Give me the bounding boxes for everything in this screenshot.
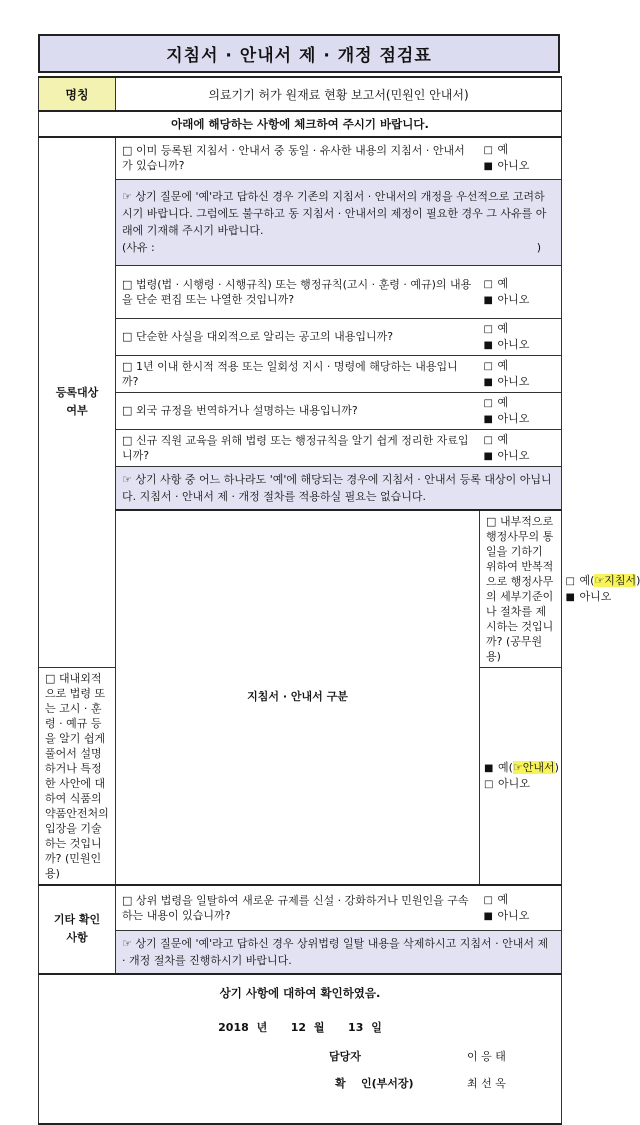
note-text: ☞ 상기 질문에 '예'라고 답하신 경우 기존의 지침서 · 안내서의 개정을 우선적으로 고려하시기 바랍니다. 그럼에도 불구하고 동 지침서 · 안내서의 제정이 필요한 경우 그 사유를 아래에 기재해 주시기 바랍니다. xyxy=(122,190,547,237)
yes-checkbox[interactable]: ■ xyxy=(484,762,494,774)
question-text: 외국 규정을 번역하거나 설명하는 내용입니까? xyxy=(136,404,358,417)
confirmation-block xyxy=(39,974,562,1124)
answer-options xyxy=(480,137,562,179)
section-label-other xyxy=(39,885,116,975)
note-delete-excess: ☞ 상기 질문에 '예'라고 답하신 경우 상위법령 일탈 내용을 삭제하시고 지침서 · 안내서 제 · 개정 절차를 진행하시기 바랍니다. xyxy=(116,931,562,975)
no-label: 아니오 xyxy=(497,411,530,425)
question-announcement xyxy=(116,318,480,355)
question-text: 신규 직원 교육을 위해 법령 또는 행정규칙을 알기 쉽게 정리한 자료입니까? xyxy=(122,433,469,462)
no-label: 아니오 xyxy=(579,589,612,603)
date-month-unit: 월 xyxy=(313,1021,325,1034)
answer-options xyxy=(480,355,562,392)
yes-suffix: ) xyxy=(554,760,559,774)
no-checkbox[interactable]: ■ xyxy=(483,413,493,425)
reason-close: ) xyxy=(536,241,541,254)
yes-suffix xyxy=(636,574,640,587)
no-label: 아니오 xyxy=(497,448,530,462)
yes-checkbox[interactable]: □ xyxy=(483,278,493,290)
confirmation-statement: 상기 사항에 대하여 확인하였음. xyxy=(219,986,381,1000)
page-title: 지침서 · 안내서 제 · 개정 점검표 xyxy=(38,34,560,73)
yes-label: 예 xyxy=(497,276,509,290)
instruction-text: 아래에 해당하는 사항에 체크하여 주시기 바랍니다. xyxy=(39,111,562,137)
date-day-unit: 일 xyxy=(371,1021,382,1034)
yes-label: 예 xyxy=(497,892,509,906)
checkbox-icon[interactable]: □ xyxy=(122,330,133,343)
confirmation-date xyxy=(39,1019,561,1035)
no-checkbox[interactable]: □ xyxy=(484,778,494,790)
reason-open: (사유 : xyxy=(122,241,155,254)
checkbox-icon[interactable]: □ xyxy=(122,359,133,373)
date-year: 2018 xyxy=(218,1021,249,1034)
question-guideline xyxy=(480,510,562,668)
checkbox-icon[interactable]: □ xyxy=(486,514,497,528)
answer-options xyxy=(480,265,562,318)
no-label: 아니오 xyxy=(497,159,530,173)
checkbox-icon[interactable]: □ xyxy=(122,144,133,158)
yes-checkbox[interactable]: □ xyxy=(483,323,493,335)
question-text: 법령(법 · 시행령 · 시행규칙) 또는 행정규칙(고시 · 훈령 · 예규)의 내용을 단순 편집 또는 나열한 것입니까? xyxy=(122,277,472,306)
question-simple-edit xyxy=(116,265,480,318)
no-checkbox[interactable]: ■ xyxy=(483,294,493,306)
name-label: 명칭 xyxy=(39,77,116,111)
question-training xyxy=(116,429,480,466)
date-month: 12 xyxy=(290,1021,307,1034)
no-checkbox[interactable]: ■ xyxy=(565,591,575,603)
yes-prefix: 예( xyxy=(579,573,595,587)
checkbox-icon[interactable]: □ xyxy=(122,433,133,447)
checkbox-icon[interactable]: □ xyxy=(122,277,133,291)
no-checkbox[interactable]: ■ xyxy=(483,161,493,173)
question-text: 1년 이내 한시적 적용 또는 일회성 지시 · 명령에 해당하는 내용입니까? xyxy=(122,359,458,388)
no-checkbox[interactable]: ■ xyxy=(483,376,493,388)
manager-name: 이 응 태 xyxy=(467,1050,506,1063)
note-not-registration-target: ☞ 상기 사항 중 어느 하나라도 '예'에 해당되는 경우에 지침서 · 안내서 등록 대상이 아닙니다. 지침서 · 안내서 제 · 개정 절차를 적용하실 필요는 없습니다. xyxy=(116,466,562,510)
question-foreign-rules xyxy=(116,392,480,429)
approver-label: 확 인(부서장) xyxy=(335,1077,414,1090)
manager-label: 담당자 xyxy=(329,1050,361,1063)
yes-label: 예 xyxy=(497,143,509,157)
yes-checkbox[interactable]: □ xyxy=(483,434,493,446)
question-text: 대내외적으로 법령 또는 고시 · 훈령 · 예규 등을 알기 쉽게 풀어서 설명하거나 특정한 사안에 대하여 식품의약품안전처의 입장을 기술하는 것입니까? (민원인용) xyxy=(45,671,109,880)
no-checkbox[interactable]: ■ xyxy=(483,910,493,922)
manual-highlight: ☞안내서 xyxy=(512,760,555,774)
answer-options xyxy=(480,885,562,931)
section-label-line: 등록대상 xyxy=(55,386,99,400)
yes-label: 예 xyxy=(497,395,509,409)
question-text: 단순한 사실을 대외적으로 알리는 공고의 내용입니까? xyxy=(136,330,394,343)
checklist-table xyxy=(38,76,637,1125)
yes-checkbox[interactable]: □ xyxy=(483,360,493,372)
no-label: 아니오 xyxy=(497,908,530,922)
yes-checkbox[interactable]: □ xyxy=(483,145,493,157)
yes-checkbox[interactable]: □ xyxy=(483,397,493,409)
no-label: 아니오 xyxy=(497,292,530,306)
note-revision-priority xyxy=(116,179,562,265)
section-label-line: 사항 xyxy=(66,931,88,945)
question-temporary xyxy=(116,355,480,392)
question-exceed-law xyxy=(116,885,480,931)
answer-options xyxy=(480,667,562,885)
no-checkbox[interactable]: ■ xyxy=(483,339,493,351)
checkbox-icon[interactable]: □ xyxy=(122,893,133,907)
section-label-line: 기타 확인 xyxy=(53,913,101,927)
approver-name: 최 선 옥 xyxy=(467,1077,506,1090)
checkbox-icon[interactable]: □ xyxy=(45,671,56,685)
reason-field[interactable] xyxy=(122,239,555,256)
yes-prefix: 예( xyxy=(498,760,513,774)
date-day: 13 xyxy=(348,1021,364,1034)
yes-label: 예 xyxy=(497,358,509,372)
date-year-unit: 년 xyxy=(256,1021,268,1034)
question-manual xyxy=(39,667,116,885)
question-duplicate xyxy=(116,137,480,179)
no-label: 아니오 xyxy=(498,776,530,790)
yes-label: 예 xyxy=(497,432,509,446)
question-text: 이미 등록된 지침서 · 안내서 중 동일 · 유사한 내용의 지침서 · 안내서가 있습니까? xyxy=(122,144,465,173)
answer-options xyxy=(480,318,562,355)
question-text: 내부적으로 행정사무의 통일을 기하기 위하여 반복적으로 행정사무의 세부기준이나 절차를 제시하는 것입니까? (공무원용) xyxy=(486,514,554,663)
guideline-highlight: ☞지침서 xyxy=(594,573,637,587)
answer-options xyxy=(480,392,562,429)
section-label-classification: 지침서 · 안내서 구분 xyxy=(116,510,480,885)
no-label: 아니오 xyxy=(497,374,530,388)
no-checkbox[interactable]: ■ xyxy=(483,450,493,462)
section-label-registration xyxy=(39,137,116,667)
section-label-line: 여부 xyxy=(66,404,88,418)
checkbox-icon[interactable]: □ xyxy=(122,404,133,417)
no-label: 아니오 xyxy=(497,337,530,351)
document-name: 의료기기 허가 원재료 현황 보고서(민원인 안내서) xyxy=(116,77,562,111)
yes-checkbox[interactable]: □ xyxy=(565,575,575,587)
yes-checkbox[interactable]: □ xyxy=(483,894,493,906)
yes-label: 예 xyxy=(497,321,509,335)
answer-options xyxy=(480,429,562,466)
question-text: 상위 법령을 일탈하여 새로운 규제를 신설 · 강화하거나 민원인을 구속하는 내용이 있습니까? xyxy=(122,893,469,922)
